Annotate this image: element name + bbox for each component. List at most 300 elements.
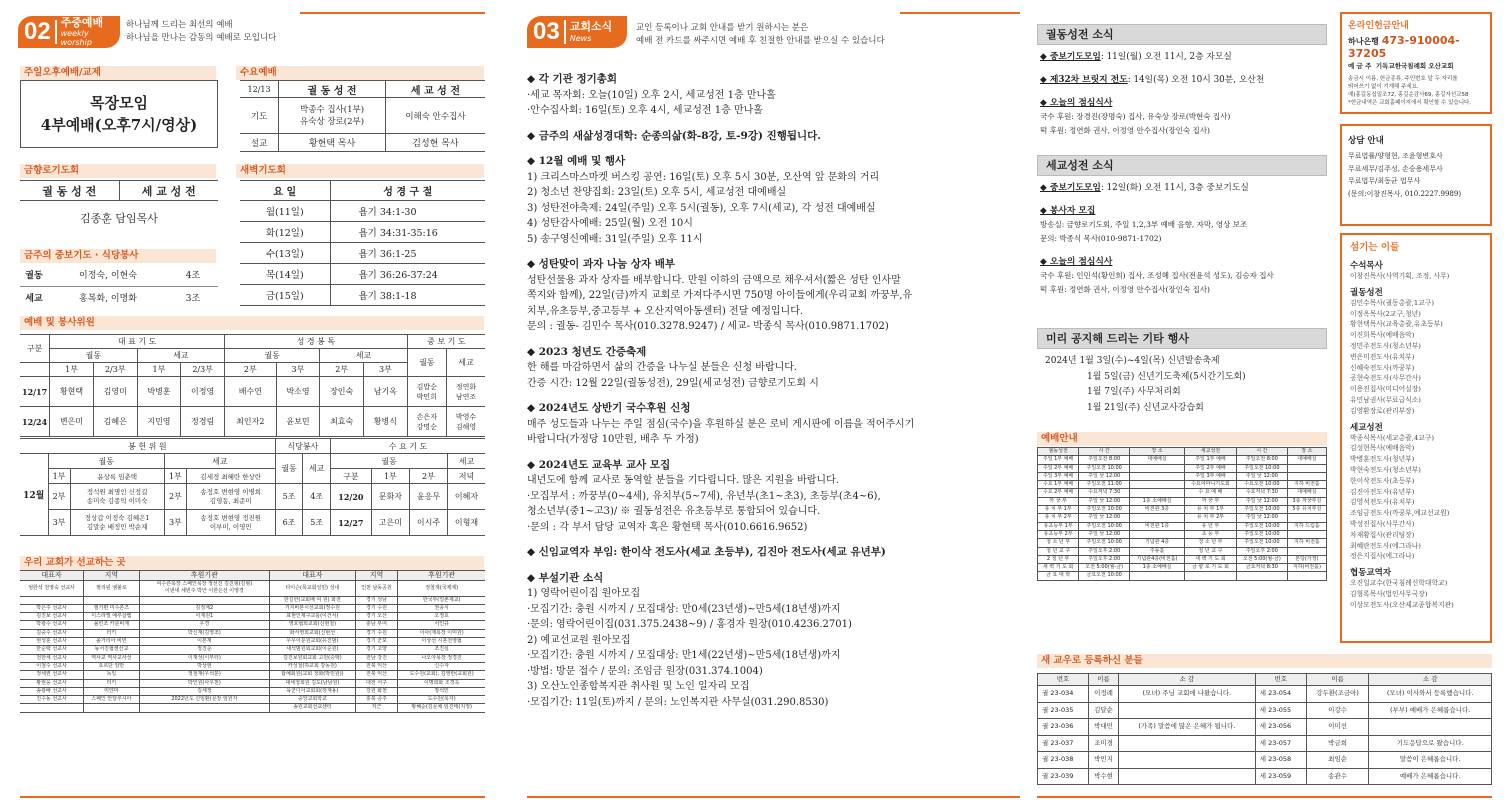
table-cell: 주일오전 10:00 [1236,522,1287,530]
table-cell: 주일 낮 12:00 [1236,472,1287,480]
table-cell: 궐 23-039 [1038,768,1089,785]
table-cell: 새석범원회교회(이순원) [270,646,356,654]
table-cell [1118,768,1255,785]
staff-member: 공현숙전도사(사무간사) [1350,374,1421,383]
table-cell: 주일 1부 예배 [1185,456,1237,464]
table-cell [1185,572,1237,580]
table-cell: 대예배실 [1287,489,1326,497]
section-title: 수요예배 [236,66,484,80]
table-cell: 금요오전 10:00 [1079,572,1130,580]
staff-member: 김민수목사(궐동총괄,1교구) [1350,298,1435,307]
news-line: 매주 성도들과 나누는 주일 점심(국수)을 후원하실 분은 로비 게시판에 이름을 적어주시기 [527,418,915,430]
table-cell: 수요저녁 7:30 [1079,489,1130,497]
table-cell: 지하 비전홀 [1287,481,1326,489]
table-cell: 송원교회선교센터 [270,704,356,712]
table-cell: 카성철(하교회 강동원) [270,662,356,670]
table-cell: 김정제2 [139,604,269,612]
news-line: ·안수집사회: 16일(토) 오후 4시, 세교성전 1층 만나홀 [527,105,763,116]
table-row [1038,702,1492,719]
table-cell: 세 23-054 [1255,686,1306,703]
table-cell: 주일 낮 12:00 [1079,472,1130,480]
table-cell: 까 꿍 부 [1038,497,1079,505]
staff-member: 이용진집사(미디어실장) [1350,385,1421,394]
table-cell: 주일 낮 12:00 [1236,514,1287,522]
news-line: 성탄선물용 과자 상자를 배부합니다. 만원 이하의 금액으로 채우셔서(짧은 성탄 인사말 [527,274,901,286]
table-cell: 중앙교회학교 [270,696,356,704]
table-cell: 이사(재목장 이미원) [398,629,485,637]
table-cell: 이스라엘 예루살렘 [84,613,140,621]
news-heading: ◆ 부설기관 소식 [527,571,604,584]
table-cell: 박신재(김영조) [139,629,269,637]
table-row [20,621,485,629]
table-cell: 최임순 [1306,752,1369,769]
dawn-table: 요 일 성 경 구 절 월(11일) 욥기 34:1-30 화(12일) 욥기 34:31-35:16 수(13일) 욥기 36:1-25 목(14일) 욥기 36:26-37:24 금(15일) 욥기 38:1-18 [240,180,485,306]
table-cell: 서인규 [398,621,485,629]
table-cell: 주일 3부 예배 [1185,472,1237,480]
table-cell: 김진보 선교사 [20,613,84,621]
table-cell: 박은주 선교사 [20,604,84,612]
news-line: 5) 송구영신예배: 31일(주일) 오후 11시 [527,233,703,245]
table-cell: 경기 성남 [355,596,398,604]
table-cell: 주일오후 2:00 [1079,547,1130,555]
news-line: 내년도에 함께 교사로 동역할 분들을 기다립니다. 많은 지원을 바랍니다. [527,475,839,486]
table-cell: 말씀이 은혜롭습니다. [1369,752,1492,769]
table-cell: 육군디아교회회(장재용) [270,687,356,695]
table-cell: 터키 [84,679,140,687]
table-cell: 수요저녁 7:30 [1236,489,1287,497]
table-cell: 스페인 안달루시아 [84,696,140,704]
table-cell: 경기 고양 [355,646,398,654]
table-cell: 역사교 역사교사선 [84,654,140,662]
table-cell: 주일오전 10:00 [1236,539,1287,547]
table-row [20,654,485,662]
section-bar-future: 미리 공지해 드리는 기타 행사 [1037,328,1327,349]
table-cell [1287,547,1326,555]
table-cell: 우무이룬원교회(유진범) [270,638,356,646]
table-cell: 주일오전 10:00 [1079,539,1130,547]
footer-rule [527,796,1020,798]
staff-member: 박성진집사(사무간사) [1350,519,1415,528]
news-line: ·모집기간: 충원 시까지 / 모집대상: 만1세(22년생)~만5세(18년생)까지 [527,650,841,661]
table-cell: 이강수 [1306,702,1369,719]
table-cell: 도수원(교회), 김영란(교회원) [398,671,485,679]
table-cell: 이상선 시혼전영협 [398,638,485,646]
table-cell: 2022년도 신임환(문장 임원자 [139,696,269,704]
staff-member: 정은지집사(에그라나) [1350,552,1415,561]
staff-member: 조임금전도사(까꿍부,예교선교원) [1350,509,1450,518]
page-number-badge [18,16,120,48]
table-cell: 금 요 대 학 [1038,572,1079,580]
mission-table: 대표자 지역 후원기관 대표자 지역 후원기관 엄한석 전영숙 선교사 필리핀 엠불로 여수른목장 스페인목장 정선진 김진형(김형) 이넨네 세빈주 박안 이한은선 이영경 타이슨(목교회성민) 성내 인천 남동공원 정철재(국제제) 한길한(교회배 여 원) 화전 경기 성남 한국부(얼촌제교) 박은주 선교사 필기편 미수론즈 김정제2 거지바본시선교회(정수원 경기 수원 권종식 김진보 선교사 이스라엘 예루살렘 이재원1 표현인제구교를(이건서) 경기 오산 오정호 박광수 선교사 몰린조 카룬비재 우경 영호협희교회(신현철) 충남 부여 서인규 김중수 선교사 터키 박신재(김영조) 화서영희교회(신현선 경기 수원 이사(재목장 이미원) 현성훈 선교사 몰가리아 비빈 이본재 우무이룬원교회(유진범) 경기 군포 이상선 시혼전영협 한순택 선교사 동서진협센선교 정진순 새석범원회교회(이순원) 경기 고양 조진실 전한세 선교사 역사교 역사교사선 이재성(이부터) 김진보원회교회 고원(승택) 전남 강진 나오아목장 정경진 이철수 선교사 요르단 암만 박상현 카성철(하교회 강동원) 전북 익산 신수자 정세권 선교사 독일 정철재(우석분) 합예회원(교회 청화(박민원)) 전북 익산 도수원(교회), 김영란(교회원) 황현웅 선교사 터키 박인원(사우천) 대세청희원 김도(남남원) 대전 서구 이명희화 조경옥 송광배 선교사 미얀마 김세정 육군디아교회회(장재용) 강원 화천 장석민 진수동 선교사 스페인 안달루시아 2022년도 신임환(문장 임원자 중앙교회학교 충북 증주 도수원(목자) 송원교회선교센터 처근 황혜순(김문채 임진태(지정) [20,570,485,713]
table-cell: 송관수 [1306,768,1369,785]
news-line: 바랍니다(가정당 10만원, 배추 두 가정) [527,434,699,445]
staff-member: 이상모전도사(오산제교종합복지관) [1350,600,1454,609]
table-cell [1369,719,1492,736]
table-row [1038,497,1327,505]
table-cell [1287,514,1326,522]
table-row [1038,752,1492,769]
staff-group-title: 협동교역자 [1350,568,1392,579]
table-cell: 나오아목장 정경진 [398,654,485,662]
news-line: 3) 성탄전야축제: 24일(주일) 오후 5시(궐동), 오후 7시(세교), 각 성전 대예배실 [527,202,876,214]
table-cell: 합예회원(교회 청화(박민원)) [270,671,356,679]
table-cell: 비전관 1층 [1130,522,1185,530]
staff-group-title: 세교성전 [1350,422,1383,433]
table-row [20,662,485,670]
table-row [1038,547,1327,555]
table-row [1038,456,1327,464]
table-cell: 오전 5:00(월-금) [1079,564,1130,572]
staff-member: 이진희목사(예배음악) [1350,331,1415,340]
header-rule [300,12,485,14]
table-cell: 장석민 [398,687,485,695]
staff-member: 김영석전도사(유치부) [1350,498,1415,507]
news-line: 1) 영락어린이집 원아모집 [527,588,641,599]
staff-member: 신혜숙전도사(까꿍부) [1350,363,1415,372]
table-cell: 이철수 선교사 [20,662,84,670]
table-cell: 박수현 [1089,768,1119,785]
table-cell: 이본재 [139,638,269,646]
table-cell: 주일 낮 12:00 [1079,497,1130,505]
sunday-line2: 4부예배(오후7시/영상) [40,116,198,134]
table-cell: 유 치 부 2부 [1185,514,1237,522]
table-row [1038,506,1327,514]
future-events: 2024년 1월 3일(수)~4일(목) 신년발송축제 1월 5일(금) 신년기도축제(5시간기도회) 1월 7일(주) 사무처리회 1월 21일(주) 신년교사강습회 [1045,356,1246,413]
page-title: 교회소식 [569,20,613,34]
table-cell: 오정호 [398,613,485,621]
segyo-news: ◆ 중보기도모임: 12일(화) 오전 11시, 3층 중보기도실 ◆ 봉사자 모집 방송실: 금향로기도회, 주일 1,2,3부 예배 음향, 자막, 영상 보조 문의: 박종식 목사(010-9871-1702) ◆ 오늘의 점심식사 국수 후원: 인민석(황인희) 집사, 조성혜 집사(전윤석 성도), 김승자 집사 떡 후원: 정연화 권사, 이정영 안수집사(장인숙 집사) [1040,183,1274,294]
table-row [20,613,485,621]
table-cell: 기도응답으로 왔습니다. [1369,735,1492,752]
table-row [20,646,485,654]
section-bar-segyo: 세교성전 소식 [1037,155,1327,176]
table-cell [1236,572,1287,580]
table-cell: 박대민 [1089,719,1119,736]
table-cell: 몰린조 카룬비재 [84,621,140,629]
table-row [1038,481,1327,489]
table-cell: 주일 낮 12:00 [1079,514,1130,522]
table-cell: 주일 3부 예배 [1038,472,1079,480]
table-cell: 강원 화천 [355,687,398,695]
table-row [1038,530,1327,538]
table-row [20,671,485,679]
table-cell: 미얀마 [84,687,140,695]
table-cell: 주일 1부 예배 [1038,456,1079,464]
news-line: ·문의 : 각 부서 담당 교역자 혹은 황현택 목사(010.6616.9652) [527,521,808,533]
table-cell: 수요오전 10:00 [1236,481,1287,489]
table-cell: 이재성(이부터) [139,654,269,662]
table-cell: 충남 부여 [355,621,398,629]
table-cell: (가족) 말씀에 많은 은혜가 됩니다. [1118,719,1255,736]
table-cell: 대세청희원 김도(남남원) [270,679,356,687]
staff-member: 김진아전도사(유년부) [1350,487,1415,496]
sunday-box [20,80,218,148]
table-cell: (모녀) 이사와서 등록했습니다. [1369,686,1492,703]
table-cell: 강두환(조금아) [1306,686,1369,703]
table-cell: 궐 23-038 [1038,752,1089,769]
table-cell: 2 청 년 부 [1038,555,1079,563]
table-row [20,581,485,597]
staff-member: 김성현목사(예배음악) [1350,444,1415,453]
staff-member: 박병훈전도사(청년부) [1350,455,1415,464]
table-row [1038,719,1492,736]
page-subtitle: News [569,33,592,43]
table-cell [1118,702,1255,719]
table-cell: 주일 2부 예배 [1185,464,1237,472]
table-row [1038,514,1327,522]
table-row [20,596,485,604]
table-cell: 권종식 [398,604,485,612]
staff-member: 이창진목사(사역기획, 조정, 사무) [1350,272,1450,280]
news-line: 청소년부(중1~고3)/ ※ 궐동성전은 유초등부로 통합되어 있습니다. [527,506,821,517]
online-offering-box: 온라인헌금안내 하나은행 473-910004-37205 예 금 주 기독교한국침례회 오산교회 송금시 이름, 헌금종류, 주민번호 앞 두 자리를 띄어쓰기 없이 기재해 주세요. 예)홍길동십일조72, 홍길순감사69, 홍길자선교58 *헌금내역은 교회홈페이지에서 확인할 수 있습니다. [1340,12,1492,114]
table-cell: 기념관 4층 [1130,539,1185,547]
table-cell: 황현웅 선교사 [20,679,84,687]
table-cell: 전북 익산 [355,671,398,679]
table-cell: 타이슨(목교회성민) 성내 [270,581,356,597]
account-number: 473-910004-37205 [1348,34,1460,60]
table-cell [1130,514,1185,522]
section-title: 예배 및 봉사위원 [20,316,484,330]
news-line: ·모집부서 : 까꿍부(0~4세), 유치부(5~7세), 유년부(초1~초3), 초등부(초4~6), [527,490,881,502]
table-cell: 주일오후 2:00 [1079,555,1130,563]
table-cell [84,596,140,604]
table-cell [1130,472,1185,480]
table-cell [1130,530,1185,538]
section-title: 새벽기도회 [236,164,484,178]
table-cell: 이정례 [1089,686,1119,703]
page-description: 교인 등록이나 교회 안내를 받기 원하시는 분은 예배 전 카드를 싸주시면 예배 후 친절한 안내를 받으실 수 있습니다 [636,23,885,46]
staff-member: 한이삭전도사(초등부) [1350,476,1415,485]
table-cell: 3층 까꿍부실 [1287,497,1326,505]
table-cell: 새 벽 기 도 회 [1185,555,1237,563]
table-cell: 1층 소예배실 [1130,564,1185,572]
staff-member: 박종식목사(세교총괄,4교구) [1350,433,1435,442]
table-row [1038,489,1327,497]
footer-rule [20,796,485,798]
table-cell: 궐 23-037 [1038,735,1089,752]
section-title: 금주의 중보기도 · 식당봉사 [20,249,216,263]
table-cell: 정철재(우석분) [139,671,269,679]
fri-table: 궐 동 성 전 세 교 성 전 김종훈 담임목사 [20,180,218,235]
table-cell: 새 벽 기 도 회 [1038,564,1079,572]
staff-group-title: 수석목사 [1350,261,1383,271]
table-cell: 한국부(얼촌제교) [398,596,485,604]
header-rule [900,12,1020,14]
table-cell: (부부) 예배가 은혜롭습니다. [1369,702,1492,719]
table-cell: 정철재(국제제) [398,581,485,597]
table-row [1038,735,1492,752]
news-line: ·세교 목자회: 오늘(10일) 오후 2시, 세교성전 1층 만나홀 [527,89,776,101]
table-cell: 화서영희교회(신현선 [270,629,356,637]
worship-table: 구분 대 표 기 도 성 경 봉 독 중 보 기 도 궐동 세교 궐동 세교 궐동 세교 1부 2/3부 1부 2/3부 2부 3부 2부 3부 12/17 황현택 김영미 박병훈 이정영 배수연 박소영 장인숙 남기옥 김밥순 박민희 정연화 남연조 12/24 변은미 김혜은 지민영 정경림 최인자2 윤보민 최효숙 황병식 손은자 강명순 박영수 김해영 [20,334,485,437]
offering-committee-table: 봉 헌 위 원 식당봉사 수 요 기 도 12월 궐동 세교 궐동 세교 궐동 세교 1부 윤상록 임춘택 1부 김세정 최혜란 한상란 구분 1부 2부 저녁 2부 정석원 최명인 신정길 송미숙 김종익 이미숙 2부 송정호 변현영 이병희 김영동, 최준미 5조 4조 12/20 문화자 윤응무 이혜자 3부 정상갑 이정숙 김혜은1 김말순 배정민 박순재 3부 송정호 변현영 정진원 이부미, 이영민 6조 5조 12/27 고은미 이시주 이형재 [20,438,485,536]
table-cell: 주일오전 8:00 [1079,456,1130,464]
table-cell: 한순택 선교사 [20,646,84,654]
table-cell: 몰가리아 비빈 [84,638,140,646]
section-title: 예배안내 [1037,432,1327,446]
staff-member: 박현숙전도사(청소년부) [1350,465,1421,474]
table-cell [84,704,140,712]
staff-member: 오진일교수(한국침례신학대학교) [1350,579,1448,588]
staff-member: 정민주전도사(청소년부) [1350,341,1421,350]
table-cell: 동서진협센선교 [84,646,140,654]
table-cell: 현성훈 선교사 [20,638,84,646]
table-cell: 송광배 선교사 [20,687,84,695]
section-bar-gwaldong: 궐동성전 소식 [1037,24,1327,45]
table-cell: 박광수 선교사 [20,621,84,629]
table-cell: 유초등부 1부 [1038,522,1079,530]
table-cell: 초 등 부 [1185,530,1237,538]
table-cell: 본당(가정) [1287,555,1326,563]
table-cell: 유 치 부 2부 [1038,514,1079,522]
table-row [20,679,485,687]
table-cell: 지하 드림홀 [1287,522,1326,530]
table-cell [139,596,269,604]
table-row [20,638,485,646]
table-cell [139,704,269,712]
news-heading: ◆ 각 기관 정기총회 [527,73,618,85]
table-cell: 충북 증주 [355,696,398,704]
sunday-line1: 목장모임 [90,94,148,112]
table-cell: 표현인제구교를(이건서) [270,613,356,621]
table-cell: 이재원1 [139,613,269,621]
news-line: 문의 : 궐동- 김민수 목사(010.3278.9247) / 세교- 박종식 목사(010.9871.1702) [527,321,889,332]
staff-member: 최혜란전도사(에그라나) [1350,541,1421,550]
table-cell [1130,464,1185,472]
table-cell: 세 23-059 [1255,768,1306,785]
table-cell: 주일오전 10:00 [1079,464,1130,472]
table-cell: 청 소 년 부 [1038,539,1079,547]
staff-member: 황현택목사(교육총괄,유초등부) [1350,320,1443,329]
table-row [1038,572,1327,580]
news-line: ·모집기간: 충원 시까지 / 모집대상: 만0세(23년생)~만5세(18년생)까지 [527,603,841,615]
table-cell: 세 23-057 [1255,735,1306,752]
table-cell [1130,481,1185,489]
table-cell: 예배가 은혜롭습니다. [1369,768,1492,785]
table-cell: 청 소 년 부 [1185,539,1237,547]
table-cell: 세 23-055 [1255,702,1306,719]
table-cell: 주몽홀 [1130,547,1185,555]
table-cell: 금요저녁 8:30 [1236,564,1287,572]
table-cell: 주일오전 10:00 [1079,506,1130,514]
table-cell: 수요 2부 예배 [1038,489,1079,497]
table-cell: 주일오전 11:00 [1079,481,1130,489]
gwaldong-news: ◆ 중보기도모임: 11일(월) 오전 11시, 2층 자모실 ◆ 제32차 브릿지 전도: 14일(목) 오전 10시 30분, 오산천 ◆ 오늘의 점심식사 국수 후원: 장경진(장명숙) 집사, 유숙상 장로(박현숙 집사) 떡 후원: 정연화 권사, 이정영 안수집사(장인숙 집사) [1040,52,1265,135]
table-cell: 주일오전 10:00 [1236,506,1287,514]
table-cell: 요르단 암만 [84,662,140,670]
staff-member: 이정옥목사(2교구,청년) [1350,309,1421,318]
table-cell: 도수원(목자) [398,696,485,704]
table-row [20,604,485,612]
news-heading: ◆ 12월 예배 및 행사 [527,155,626,167]
table-cell: 경기 군포 [355,638,398,646]
table-cell: 까 꿍 부 [1185,497,1237,505]
table-cell [1118,752,1255,769]
table-cell: 세 23-056 [1255,719,1306,736]
table-row [20,687,485,695]
table-cell: 주일오전 10:00 [1236,464,1287,472]
table-cell: 박민지 [1089,752,1119,769]
table-cell: 기념관4층(비전홀) [1130,555,1185,563]
news-line: 2) 예교선교원 원아모집 [527,634,631,646]
counsel-box: 상담 안내 무료법률/양형현, 조윤형변호사 무료세무/김주성, 손승용세무사 무료법무/최동균 법무사 (문의:이창진목사, 010.2227.9989) [1340,124,1492,226]
table-cell: 김세정 [139,687,269,695]
wed-table: 12/13 궐 동 성 전 세 교 성 전 기도 박종수 집사(1부) 유숙상 장로(2부) 이해숙 안수집사 설교 황현택 목사 김성현 목사 [240,80,485,152]
table-cell: 5층 유치부실 [1287,506,1326,514]
table-cell: 지하 비전홀 [1287,539,1326,547]
table-row [1038,522,1327,530]
table-cell: 수요 1부 예배 [1038,481,1079,489]
page-title: 주중예배 [60,15,104,29]
news-heading: ◆ 성탄맞이 과자 나눔 상자 배부 [527,258,676,270]
news-line: ·문의: 영락어린이집(031.375.2438~9) / 홍경자 원장(010.4236.2701) [527,619,852,630]
table-cell: 전북 익산 [355,662,398,670]
table-cell: 김중수 선교사 [20,629,84,637]
table-cell: 필리핀 엠불로 [84,581,140,597]
section-title: 주일오후예배/교제 [20,66,216,80]
table-cell: 조진실 [398,646,485,654]
section-title: 금향로기도회 [20,164,216,178]
page-number-badge [527,16,627,48]
table-cell: 우경 [139,621,269,629]
table-cell [1130,489,1185,497]
table-cell: 대예배실 [1130,456,1185,464]
table-row [20,696,485,704]
table-cell: 궐 23-035 [1038,702,1089,719]
table-cell: 유 년 부 [1185,522,1237,530]
worship-guide-table: 궐동성전 시 간 장 소 세교성전 시 간 장 소 주일 1부 예배 주일오전 8:00 대예배실 주일 1부 예배 주일오전 8:00 대예배실 주일 2부 예배 주일오전 10:00 주일 2부 예배 주일오전 10:00 주일 3부 예배 주일 낮 12:00 주일 3부 예배 주일 낮 12:00 수요 1부 예배 주일오전 11:00 수요여마니기도회 수요오전 10:00 지하 비전홀 수요 2부 예배 수요저녁 7:30 수 요 예 배 수요저녁 7:30 대예배실 까 꿍 부 주일 낮 12:00 1층 소예배실 까 꿍 부 주일 낮 12:00 3층 까꿍부실 유 치 부 1부 주일오전 10:00 비전관 3층 유 치 부 1부 주일오전 10:00 5층 유치부실 유 치 부 2부 주일 낮 12:00 유 치 부 2부 주일 낮 12:00 유초등부 1부 주일오전 10:00 비전관 1층 유 년 부 주일오전 10:00 지하 드림홀 유초등부 2부 주일 낮 12:00 초 등 부 주일오전 10:00 청 소 년 부 주일오전 10:00 기념관 4층 청 소 년 부 주일오전 10:00 지하 비전홀 청 년 교 구 주일오후 2:00 주몽홀 청 년 교 구 주일오후 2:00 2 청 년 부 주일오후 2:00 기념관4층(비전홀) 새 벽 기 도 회 오전 5:00(월-금) 본당(가정) 새 벽 기 도 회 오전 5:00(월-금) 1층 소예배실 금 향 로 기 도 회 금요저녁 8:30 지하(비전홀) 금 요 대 학 금요오전 10:00 [1037,447,1327,581]
news-line: ·모집기간: 11일(토)까지 / 문의: 노인복지관 사무실(031.290.8530) [527,696,829,708]
staff-member: 변은미전도사(유치부) [1350,352,1415,361]
table-cell: 수요여마니기도회 [1185,481,1237,489]
table-cell: 대예배실 [1287,456,1326,464]
table-cell: 주일오전 10:00 [1079,522,1130,530]
table-cell [1287,472,1326,480]
offering-title: 온라인헌금안내 [1348,21,1409,31]
table-cell [20,596,84,604]
staff-member: 유민남권사(무료급식소) [1350,395,1421,404]
table-cell: 궐 23-036 [1038,719,1089,736]
page-number: 03 [533,18,560,45]
table-row [20,629,485,637]
news-heading: ◆ 신임교역자 부임: 한이삭 전도사(세교 초등부), 김진아 전도사(세교 유년부) [527,546,886,558]
table-cell: (모녀) 주님 교회에 나왔습니다. [1118,686,1255,703]
table-cell: 주일 낮 12:00 [1236,497,1287,505]
staff-member: 김형록목사(법인사무국장) [1350,589,1428,598]
table-cell: 황혜순(김문채 임진태(지정) [398,704,485,712]
table-cell: 박금희 [1306,735,1369,752]
section-title: 우리 교회가 선교하는 곳 [20,556,484,570]
table-row [1038,686,1492,703]
table-cell: 필기편 미수론즈 [84,604,140,612]
table-cell: 이미선 [1306,719,1369,736]
news-heading: ◆ 금주의 새삶성경대학: 순종의삶(화-8강, 토-9강) 진행됩니다. [527,129,821,142]
staff-group-title: 궐동성전 [1350,287,1383,298]
table-row [1038,472,1327,480]
table-cell: 전남 강진 [355,654,398,662]
table-cell: 주일 낮 12:00 [1079,530,1130,538]
table-cell: 주일 2부 예배 [1038,464,1079,472]
table-cell: 오전 5:00(월-금) [1236,555,1287,563]
table-cell: 궐 23-034 [1038,686,1089,703]
staff-member: 차재황집사(관리팀장) [1350,530,1415,539]
table-row [20,704,485,712]
page-subtitle: weekly worship [60,29,92,48]
table-cell: 진수동 선교사 [20,696,84,704]
table-cell [1287,464,1326,472]
table-cell [1287,530,1326,538]
